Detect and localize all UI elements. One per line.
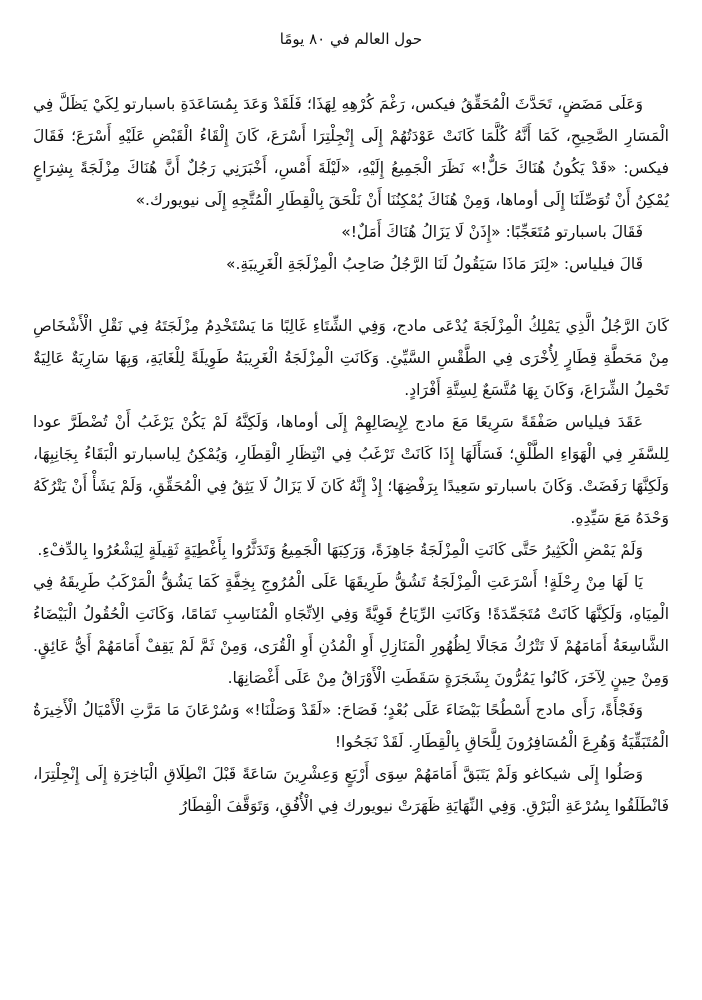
paragraph: وَعَلَى مَضَضٍ، تَحَدَّثَ الْمُحَقِّقُ فيكس، رَغْمَ كُرْهِهِ لِهَذَا؛ فَلَقَدْ وَعَدَ بِمُسَاعَدَةِ باسبارتو لِكَيْ يَظَلَّ فِي الْمَسَارِ الصَّحِيحِ، كَمَا أَنَّهُ كُلَّمَا كَانَتْ عَوْدَتُهُمْ إِلَى إِنْجِلْتِرَا أَسْرَعَ، كَانَ إِلْقَاءُ الْقَبْضِ عَلَيْهِ أَسْرَعَ؛ فَقَالَ فيكس: «قَدْ يَكُونُ هُنَاكَ حَلٌّ!» نَظَرَ الْجَمِيعُ إِلَيْهِ، «لَيْلَةَ أَمْسِ، أَخْبَرَنِي رَجُلٌ أَنَّ هُنَاكَ مِزْلَجَةً بِشِرَاعٍ يُمْكِنُ أَنْ تُوَصِّلَنَا إِلَى أوماها، وَمِنْ هُنَاكَ يُمْكِنُنَا أَنْ نَلْحَقَ بِالْقِطَارِ الْمُتَّجِهِ إِلَى نيويورك.»	[33, 95, 669, 209]
section-break	[33, 280, 669, 310]
running-header: حول العالم في ٨٠ يومًا	[279, 30, 423, 48]
paragraph: كَانَ الرَّجُلُ الَّذِي يَمْلِكُ الْمِزْلَجَةَ يُدْعَى مادج، وَفِي الشِّتَاءِ غَالِبًا مَا يَسْتَخْدِمُ مِزْلَجَتَهُ فِي نَقْلِ الْأَشْخَاصِ مِنْ مَحَطَّةِ قِطَارٍ لِأُخْرَى فِي الطَّقْسِ السَّيِّئِ. وَكَانَتِ الْمِزْلَجَةُ الْغَرِيبَةُ طَوِيلَةً لِلْغَايَةِ، وَبِهَا سَارِيَةٌ عَالِيَةٌ تَحْمِلُ الشِّرَاعَ، وَكَانَ بِهَا مُتَّسَعٌ لِسِتَّةِ أَفْرَادٍ.	[33, 317, 669, 399]
paragraph: يَا لَهَا مِنْ رِحْلَةٍ! أَسْرَعَتِ الْمِزْلَجَةُ تَشُقُّ طَرِيقَهَا عَلَى الْمُرُوجِ بِخِفَّةٍ كَمَا يَشُقُّ الْمَرْكَبُ طَرِيقَهُ فِي الْمِيَاهِ، وَلَكِنَّهَا كَانَتْ مُتَجَمِّدَةً! وَكَانَتِ الرِّيَاحُ قَوِيَّةً وَفِي الِاتِّجَاهِ الْمُنَاسِبِ تَمَامًا، وَكَانَتِ الْحُقُولُ الْبَيْضَاءُ الشَّاسِعَةُ أَمَامَهُمْ لَا تَتْرُكُ مَجَالًا لِظُهُورِ الْمَنَازِلِ أَوِ الْمُدُنِ أَوِ الْقُرَى، وَمِنْ ثَمَّ لَمْ يَقِفْ أَمَامَهُمْ أَيُّ عَائِقٍ. وَمِنْ حِينٍ لِآخَرَ، كَانُوا يَمُرُّونَ بِشَجَرَةٍ سَقَطَتِ الْأَوْرَاقُ مِنْ عَلَى أَغْصَانِهَا.	[33, 573, 669, 687]
section-one	[33, 88, 669, 280]
body-text	[33, 88, 669, 822]
dialogue-line: قَالَ فيلياس: «لِنَرَ مَاذَا سَيَقُولُ لَنَا الرَّجُلُ صَاحِبُ الْمِزْلَجَةِ الْغَرِيبَةِ.»	[225, 255, 643, 273]
section-two	[33, 310, 669, 822]
paragraph: وَصَلُوا إِلَى شيكاغو وَلَمْ يَتَبَقَّ أَمَامَهُمْ سِوَى أَرْبَعٍ وَعِشْرِينَ سَاعَةً قَبْلَ انْطِلَاقِ الْبَاخِرَةِ إِلَى إِنْجِلْتِرَا، فَانْطَلَقُوا بِسُرْعَةِ الْبَرْقِ. وَفِي النِّهَايَةِ ظَهَرَتْ نيويورك فِي الْأُفُقِ، وَتَوَقَّفَ الْقِطَارُ	[33, 765, 669, 815]
paragraph: وَفَجْأَةً، رَأَى مادج أَسْطُحًا بَيْضَاءَ عَلَى بُعْدٍ؛ فَصَاحَ: «لَقَدْ وَصَلْنَا!» وَسُرْعَانَ مَا مَرَّتِ الْأَمْيَالُ الْأَخِيرَةُ الْمُتَبَقِّيَةُ وَهُرِعَ الْمُسَافِرُونَ لِلَّحَاقِ بِالْقِطَارِ. لَقَدْ نَجَحُوا!	[33, 701, 669, 751]
paragraph: وَلَمْ يَمْضِ الْكَثِيرُ حَتَّى كَانَتِ الْمِزْلَجَةُ جَاهِزَةً، وَرَكِبَهَا الْجَمِيعُ وَتَدَثَّرُوا بِأَغْطِيَةٍ ثَقِيلَةٍ لِيَشْعُرُوا بِالدِّفْءِ.	[37, 541, 643, 559]
paragraph: عَقَدَ فيلياس صَفْقَةً سَرِيعًا مَعَ مادج لِإِيصَالِهِمْ إِلَى أوماها، وَلَكِنَّهُ لَمْ يَكُنْ يَرْغَبُ أَنْ تُضْطَرَّ عودا لِلسَّفَرِ فِي الْهَوَاءِ الطَّلْقِ؛ فَسَأَلَهَا إِذَا كَانَتْ تَرْغَبُ فِي انْتِظَارِ الْقِطَارِ، وَيُمْكِنُ لِباسبارتو الْبَقَاءُ بِجَانِبِهَا، وَلَكِنَّهَا رَفَضَتْ. وَكَانَ باسبارتو سَعِيدًا بِرَفْضِهَا؛ إِذْ إِنَّهُ كَانَ لَا يَزَالُ لَا يَثِقُ فِي الْمُحَقِّقِ، وَلَمْ يَشَأْ أَنْ يَتْرُكَهُ وَحْدَهُ مَعَ سَيِّدِهِ.	[33, 413, 669, 527]
dialogue-line: فَقَالَ باسبارتو مُتَعَجِّبًا: «إِذَنْ لَا يَزَالُ هُنَاكَ أَمَلٌ!»	[341, 223, 643, 241]
